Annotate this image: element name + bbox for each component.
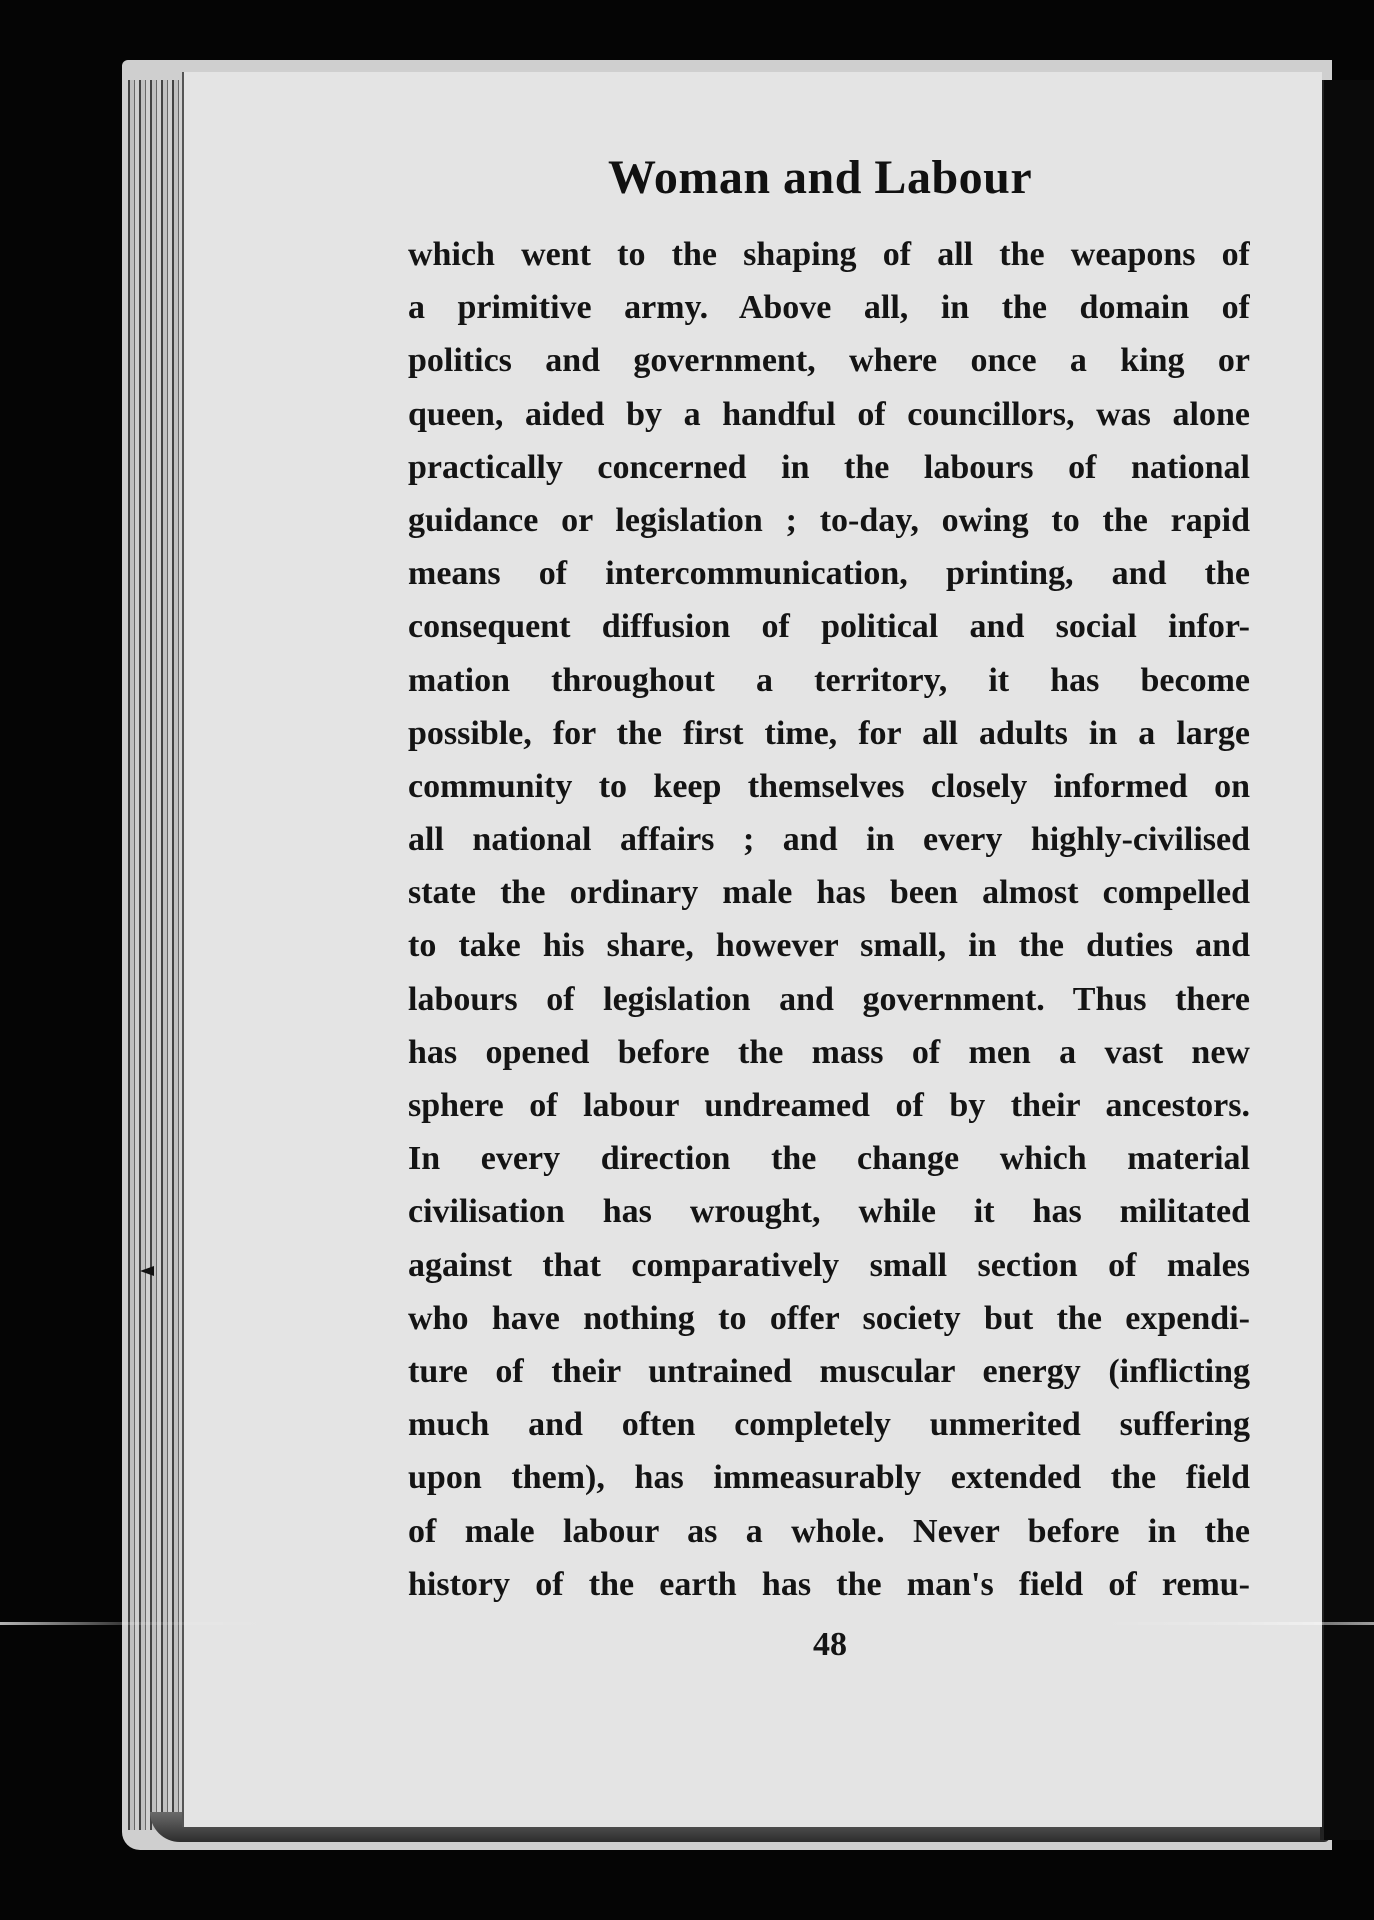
facing-page-edge — [1320, 80, 1374, 1840]
text-line: queen, aided by a handful of councillors, was alone — [408, 395, 1250, 433]
text-line: consequent diffusion of political and social infor- — [408, 608, 1250, 646]
text-line: sphere of labour undreamed of by their ancestors. — [408, 1087, 1250, 1124]
text-line: who have nothing to offer society but the expendi- — [408, 1299, 1250, 1337]
text-line: possible, for the first time, for all adults in a large — [408, 714, 1250, 752]
text-line: civilisation has wrought, while it has militated — [408, 1193, 1250, 1231]
text-line: a primitive army. Above all, in the domain of — [408, 289, 1250, 327]
text-line: of male labour as a whole. Never before in the — [408, 1512, 1250, 1550]
text-line: which went to the shaping of all the weapons of — [408, 236, 1250, 273]
text-line: guidance or legislation ; to-day, owing to the rapid — [408, 501, 1250, 539]
page-number: 48 — [813, 1626, 847, 1663]
text-line: practically concerned in the labours of national — [408, 448, 1250, 486]
text-line: community to keep themselves closely informed on — [408, 767, 1250, 805]
text-line: history of the earth has the man's field of remu- — [408, 1565, 1250, 1603]
text-line: means of intercommunication, printing, and the — [408, 555, 1250, 593]
text-line: upon them), has immeasurably extended the field — [408, 1459, 1250, 1497]
running-head-text: Woman and Labour — [608, 151, 1033, 204]
text-line: labours of legislation and government. Thus there — [408, 980, 1250, 1018]
running-head — [408, 150, 1268, 205]
text-line: In every direction the change which material — [408, 1140, 1250, 1178]
text-line: politics and government, where once a king or — [408, 342, 1250, 380]
text-line: has opened before the mass of men a vast new — [408, 1033, 1250, 1071]
text-line: all national affairs ; and in every highly-civilised — [408, 821, 1250, 859]
text-line: mation throughout a territory, it has become — [408, 661, 1250, 699]
text-line: to take his share, however small, in the duties and — [408, 927, 1250, 965]
text-line: ture of their untrained muscular energy (inflicting — [408, 1352, 1250, 1390]
text-line: against that comparatively small section of males — [408, 1246, 1250, 1284]
text-line: much and often completely unmerited suffering — [408, 1406, 1250, 1444]
scan-artifact-line — [0, 1622, 1374, 1625]
text-line: state the ordinary male has been almost compelled — [408, 874, 1250, 912]
body-text — [408, 228, 1250, 1611]
